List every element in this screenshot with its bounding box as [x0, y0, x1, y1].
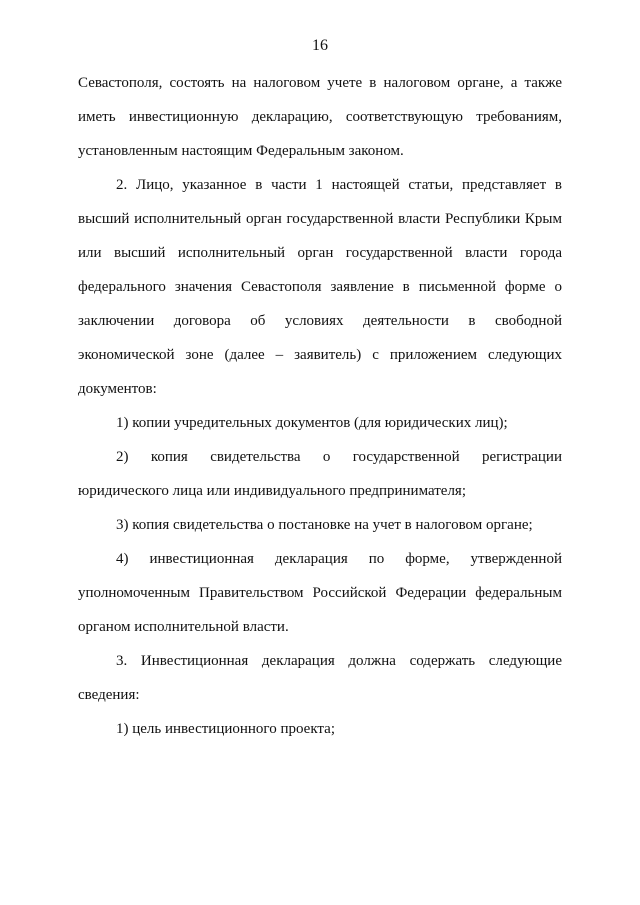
para2-line-3: или высший исполнительный орган государственной власти города [78, 245, 562, 261]
para2-line-1: 2. Лицо, указанное в части 1 настоящей статьи, представляет в [116, 177, 562, 193]
para2-line-2: высший исполнительный орган государственной власти Республики Крым [78, 211, 562, 227]
para3-line-2: сведения: [78, 687, 140, 703]
list-item-3: 3) копия свидетельства о постановке на учет в налоговом органе; [116, 517, 533, 533]
para2-line-6: экономической зоне (далее – заявитель) с приложением следующих [78, 347, 562, 363]
list-item-2-line-1: 2) копия свидетельства о государственной регистрации [116, 449, 562, 465]
list-item-1: 1) копии учредительных документов (для юридических лиц); [116, 415, 508, 431]
para1-line-3: установленным настоящим Федеральным законом. [78, 143, 404, 159]
para2-line-7: документов: [78, 381, 157, 397]
list-item-5: 1) цель инвестиционного проекта; [116, 721, 335, 737]
list-item-4-line-2: уполномоченным Правительством Российской Федерации федеральным [78, 585, 562, 601]
page-number: 16 [312, 37, 328, 54]
document-body [78, 72, 562, 752]
para3-line-1: 3. Инвестиционная декларация должна содержать следующие [116, 653, 562, 669]
list-item-2-line-2: юридического лица или индивидуального предпринимателя; [78, 483, 467, 499]
para1-line-1: Севастополя, состоять на налоговом учете в налоговом органе, а также [78, 75, 562, 91]
para1-line-2: иметь инвестиционную декларацию, соответствующую требованиям, [78, 109, 562, 125]
list-item-4-line-1: 4) инвестиционная декларация по форме, утвержденной [116, 551, 562, 567]
list-item-4-line-3: органом исполнительной власти. [78, 619, 289, 635]
para2-line-4: федерального значения Севастополя заявление в письменной форме о [78, 279, 562, 295]
para2-line-5: заключении договора об условиях деятельности в свободной [78, 313, 562, 329]
